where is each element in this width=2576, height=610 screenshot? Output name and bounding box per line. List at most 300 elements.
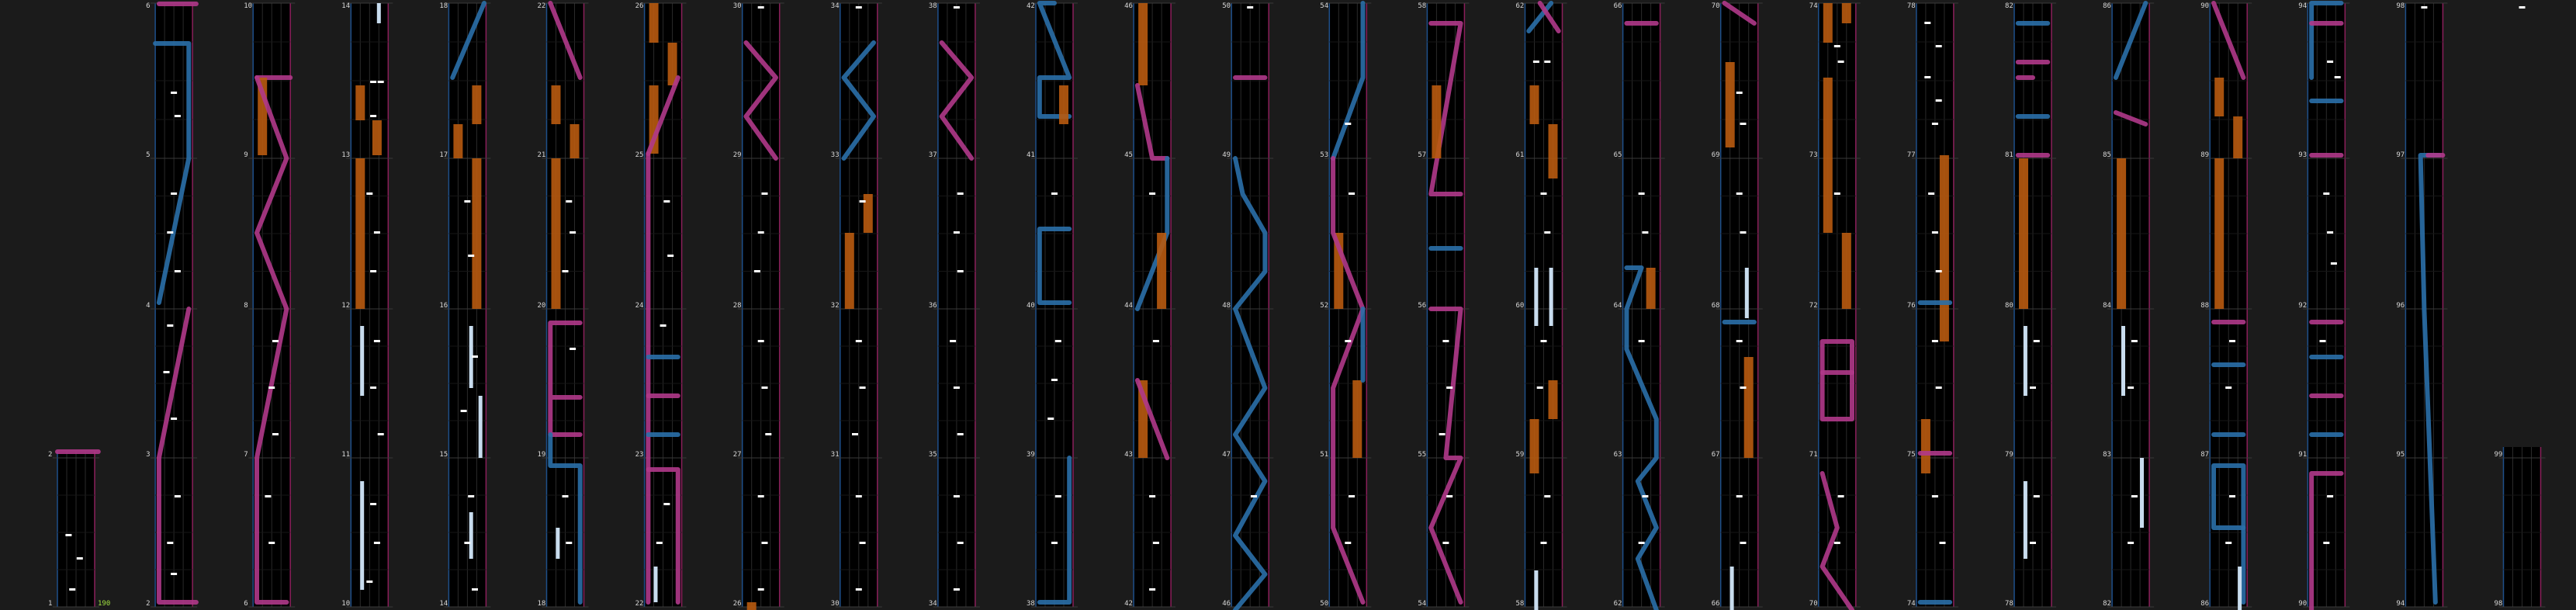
- measure-number: 90: [2200, 2, 2210, 10]
- measure-number: 56: [1418, 302, 1427, 310]
- measure-number: 67: [1711, 451, 1720, 459]
- hold-note: [1549, 124, 1558, 178]
- measure-number: 62: [1613, 600, 1622, 608]
- measure-number: 27: [732, 451, 742, 459]
- tap-note: [663, 200, 670, 203]
- bpm-label: 190: [98, 600, 111, 608]
- measure-number: 65: [1613, 151, 1622, 159]
- tap-note: [65, 534, 71, 536]
- tap-note: [2034, 340, 2040, 342]
- tap-note: [167, 324, 173, 327]
- hold-note: [1744, 357, 1754, 458]
- tap-note: [468, 495, 474, 497]
- tap-note: [754, 270, 760, 272]
- hold-note: [472, 158, 481, 309]
- tap-note: [1932, 340, 1938, 342]
- measure-number: 3: [146, 451, 151, 459]
- tap-note: [1345, 542, 1351, 544]
- measure-number: 96: [2396, 302, 2405, 310]
- measure-number: 66: [1613, 2, 1622, 10]
- measure-number: 19: [537, 451, 546, 459]
- tap-note: [1051, 192, 1058, 195]
- tap-note: [1051, 379, 1058, 381]
- long-note: [654, 567, 658, 602]
- tap-note: [468, 255, 474, 257]
- measure-number: 22: [635, 600, 644, 608]
- tap-note: [566, 200, 572, 203]
- measure-number: 16: [439, 302, 448, 310]
- measure-number: 20: [537, 302, 546, 310]
- measure-number: 39: [1027, 451, 1035, 459]
- hold-note: [2214, 158, 2224, 309]
- measure-number: 94: [2298, 2, 2308, 10]
- tap-note: [1736, 192, 1743, 195]
- tap-note: [2225, 386, 2231, 389]
- tap-note: [1153, 542, 1159, 544]
- tap-note: [2519, 6, 2526, 9]
- tap-note: [1932, 495, 1938, 497]
- tap-note: [1439, 433, 1446, 435]
- measure-number: 34: [830, 2, 840, 10]
- measure-number: 7: [244, 451, 248, 459]
- hold-note: [1549, 380, 1558, 419]
- measure-number: 90: [2298, 600, 2308, 608]
- long-note: [1534, 268, 1538, 326]
- measure-number: 2: [146, 600, 151, 608]
- hold-note: [2233, 116, 2242, 158]
- long-note: [1730, 567, 1734, 610]
- measure-number: 30: [830, 600, 840, 608]
- tap-note: [860, 200, 866, 203]
- measure-number: 76: [1906, 302, 1916, 310]
- hold-note: [472, 85, 481, 124]
- tap-note: [1936, 45, 1942, 47]
- measure-number: 4: [146, 302, 151, 310]
- tap-note: [1936, 386, 1942, 389]
- measure-number: 42: [1027, 2, 1035, 10]
- tap-note: [758, 231, 764, 234]
- long-note: [556, 528, 559, 559]
- hold-note: [1823, 78, 1833, 233]
- long-note: [2024, 481, 2027, 559]
- tap-note: [2225, 542, 2231, 544]
- tap-note: [758, 6, 764, 9]
- measure-number: 30: [732, 2, 742, 10]
- hold-note: [1530, 85, 1539, 124]
- tap-note: [378, 81, 384, 83]
- tap-note: [167, 231, 173, 234]
- hold-note: [1726, 62, 1735, 147]
- measure-number: 64: [1613, 302, 1622, 310]
- tap-note: [175, 495, 181, 497]
- long-note: [2024, 326, 2027, 396]
- tap-note: [2327, 231, 2333, 234]
- tap-note: [2229, 340, 2235, 342]
- measure-number: 91: [2298, 451, 2308, 459]
- tap-note: [1544, 231, 1550, 234]
- tap-note: [378, 433, 384, 435]
- tap-note: [856, 6, 862, 9]
- hold-note: [845, 233, 854, 309]
- measure-number: 41: [1027, 151, 1035, 159]
- tap-note: [164, 371, 170, 373]
- measure-number: 46: [1222, 600, 1231, 608]
- measure-number: 82: [2005, 2, 2013, 10]
- tap-note: [2128, 386, 2134, 389]
- tap-note: [2229, 495, 2235, 497]
- measure-number: 99: [2494, 451, 2503, 459]
- tap-note: [860, 386, 866, 389]
- measure-number: 24: [635, 302, 644, 310]
- hold-note: [552, 85, 561, 124]
- tap-note: [366, 581, 372, 583]
- tap-note: [762, 386, 768, 389]
- measure-number: 43: [1124, 451, 1133, 459]
- measure-number: 60: [1515, 302, 1525, 310]
- tap-note: [758, 340, 764, 342]
- measure-number: 38: [1027, 600, 1035, 608]
- hold-note: [1823, 3, 1833, 43]
- tap-note: [765, 433, 771, 435]
- measure-number: 63: [1613, 451, 1622, 459]
- measure-number: 37: [928, 151, 937, 159]
- tap-note: [272, 433, 279, 435]
- measure-number: 10: [244, 2, 253, 10]
- tap-note: [1349, 192, 1355, 195]
- measure-number: 86: [2200, 600, 2210, 608]
- tap-note: [366, 192, 372, 195]
- tap-note: [950, 340, 956, 342]
- tap-note: [1544, 61, 1550, 63]
- measure-number: 6: [146, 2, 151, 10]
- measure-number: 33: [830, 151, 840, 159]
- measure-number: 12: [341, 302, 351, 310]
- measure-number: 88: [2200, 302, 2210, 310]
- tap-note: [1642, 495, 1648, 497]
- hold-note: [355, 85, 365, 120]
- tap-note: [2323, 542, 2329, 544]
- hold-note: [2214, 78, 2224, 116]
- tap-note: [856, 588, 862, 591]
- hold-note: [2117, 158, 2126, 309]
- measure-number: 14: [341, 2, 351, 10]
- measure-number: 51: [1320, 451, 1329, 459]
- measure-number: 11: [341, 451, 351, 459]
- measure-number: 85: [2103, 151, 2111, 159]
- tap-note: [2320, 340, 2326, 342]
- hold-note: [1842, 233, 1851, 309]
- tap-note: [660, 324, 667, 327]
- measure-number: 66: [1711, 600, 1720, 608]
- tap-note: [1537, 386, 1543, 389]
- tap-note: [762, 192, 768, 195]
- measure-number: 13: [341, 151, 351, 159]
- measure-number: 35: [928, 451, 937, 459]
- tap-note: [370, 503, 376, 505]
- measure-number: 1: [48, 600, 53, 608]
- measure-number: 70: [1809, 600, 1818, 608]
- measure-number: 34: [928, 600, 937, 608]
- tap-note: [2327, 495, 2333, 497]
- tap-note: [1834, 542, 1840, 544]
- measure-number: 78: [1906, 2, 1916, 10]
- tap-note: [1932, 231, 1938, 234]
- measure-number: 84: [2103, 302, 2111, 310]
- measure-number: 82: [2103, 600, 2111, 608]
- measure-number: 68: [1711, 302, 1720, 310]
- measure-number: 95: [2396, 451, 2405, 459]
- tap-note: [1149, 588, 1155, 591]
- tap-note: [856, 340, 862, 342]
- tap-note: [374, 542, 380, 544]
- measure-number: 26: [732, 600, 742, 608]
- tap-note: [374, 340, 380, 342]
- tap-note: [566, 542, 572, 544]
- tap-note: [563, 270, 569, 272]
- long-note: [2238, 567, 2242, 610]
- tap-note: [2128, 542, 2134, 544]
- hold-note: [1432, 85, 1441, 158]
- tap-note: [1740, 231, 1747, 234]
- tap-note: [1736, 340, 1743, 342]
- hold-note: [355, 158, 365, 309]
- tap-note: [69, 588, 75, 591]
- measure-number: 48: [1222, 302, 1231, 310]
- hold-note: [1157, 233, 1166, 309]
- tap-note: [1740, 123, 1747, 125]
- tap-note: [1442, 340, 1449, 342]
- measure-number: 62: [1515, 2, 1525, 10]
- tap-note: [570, 231, 576, 234]
- measure-number: 15: [439, 451, 448, 459]
- measure-number: 79: [2005, 451, 2013, 459]
- tap-note: [272, 340, 279, 342]
- tap-note: [1345, 123, 1351, 125]
- tap-note: [762, 542, 768, 544]
- tap-note: [856, 495, 862, 497]
- tap-note: [954, 588, 960, 591]
- hold-note: [747, 602, 757, 610]
- tap-note: [663, 503, 670, 505]
- measure-number: 80: [2005, 302, 2013, 310]
- measure-number: 25: [635, 151, 644, 159]
- tap-note: [370, 386, 376, 389]
- measure-number: 70: [1711, 2, 1720, 10]
- tap-note: [374, 231, 380, 234]
- measure-number: 50: [1222, 2, 1231, 10]
- measure-number: 38: [928, 2, 937, 10]
- measure-number: 18: [439, 2, 448, 10]
- tap-note: [758, 495, 764, 497]
- hold-note: [1940, 155, 1949, 341]
- hold-note: [2019, 158, 2028, 309]
- tap-note: [1349, 495, 1355, 497]
- measure-number: 40: [1027, 302, 1035, 310]
- hold-note: [453, 124, 462, 158]
- tap-note: [1153, 340, 1159, 342]
- tap-note: [1541, 192, 1547, 195]
- tap-note: [1541, 340, 1547, 342]
- hold-note: [1842, 3, 1851, 23]
- tap-note: [2327, 61, 2333, 63]
- measure-number: 8: [244, 302, 248, 310]
- tap-note: [758, 588, 764, 591]
- measure-number: 10: [341, 600, 351, 608]
- hold-note: [1059, 85, 1068, 124]
- measure-number: 71: [1809, 451, 1818, 459]
- tap-note: [570, 348, 576, 350]
- long-note: [2140, 458, 2144, 528]
- tap-note: [1446, 495, 1452, 497]
- measure-number: 53: [1320, 151, 1329, 159]
- hold-note: [1646, 268, 1656, 309]
- tap-note: [1936, 99, 1942, 102]
- measure-number: 94: [2396, 600, 2405, 608]
- tap-note: [171, 418, 177, 420]
- tap-note: [2323, 192, 2329, 195]
- tap-note: [1533, 61, 1539, 63]
- hold-note: [1138, 3, 1148, 85]
- measure-number: 2: [48, 451, 53, 459]
- measure-number: 58: [1515, 600, 1525, 608]
- tap-note: [171, 573, 177, 575]
- tap-note: [1446, 386, 1452, 389]
- measure-number: 72: [1809, 302, 1818, 310]
- tap-note: [1639, 192, 1645, 195]
- long-note: [360, 326, 364, 396]
- tap-note: [167, 542, 173, 544]
- tap-note: [1247, 6, 1253, 9]
- measure-number: 92: [2298, 302, 2308, 310]
- tap-note: [472, 588, 478, 591]
- measure-number: 81: [2005, 151, 2013, 159]
- measure-number: 86: [2103, 2, 2111, 10]
- measure-number: 32: [830, 302, 840, 310]
- measure-number: 9: [244, 151, 248, 159]
- measure-number: 98: [2494, 600, 2503, 608]
- tap-note: [656, 542, 663, 544]
- hold-note: [1921, 419, 1930, 473]
- tap-note: [175, 115, 181, 117]
- tap-note: [1642, 231, 1648, 234]
- tap-note: [464, 200, 470, 203]
- long-note: [360, 481, 364, 590]
- tap-note: [171, 192, 177, 195]
- measure-number: 14: [439, 600, 448, 608]
- tap-note: [954, 6, 960, 9]
- tap-note: [954, 386, 960, 389]
- tap-note: [1940, 542, 1946, 544]
- tap-note: [1639, 542, 1645, 544]
- measure-number: 74: [1809, 2, 1818, 10]
- tap-note: [957, 192, 964, 195]
- tap-note: [1047, 418, 1054, 420]
- tap-note: [852, 433, 858, 435]
- tap-note: [461, 410, 467, 412]
- measure-number: 17: [439, 151, 448, 159]
- hold-note: [552, 158, 561, 309]
- long-note: [1549, 268, 1553, 326]
- long-note: [1745, 268, 1749, 318]
- tap-note: [77, 557, 83, 560]
- measure-number: 42: [1124, 600, 1133, 608]
- tap-note: [2331, 262, 2337, 265]
- tap-note: [268, 386, 275, 389]
- tap-note: [1740, 542, 1747, 544]
- measure-number: 87: [2200, 451, 2210, 459]
- tap-note: [370, 270, 376, 272]
- tap-note: [265, 495, 271, 497]
- hold-note: [649, 3, 659, 43]
- tap-note: [472, 355, 478, 358]
- tap-note: [1055, 340, 1061, 342]
- tap-note: [1544, 495, 1550, 497]
- measure-number: 57: [1418, 151, 1427, 159]
- measure-number: 55: [1418, 451, 1427, 459]
- measure-number: 49: [1222, 151, 1231, 159]
- measure-number: 58: [1418, 2, 1427, 10]
- tap-note: [957, 433, 964, 435]
- tap-note: [1149, 192, 1155, 195]
- tap-note: [1838, 495, 1844, 497]
- measure-number: 21: [537, 151, 546, 159]
- measure-number: 52: [1320, 302, 1329, 310]
- measure-number: 36: [928, 302, 937, 310]
- hold-note: [1530, 419, 1539, 473]
- tap-note: [1736, 92, 1743, 94]
- measure-number: 47: [1222, 451, 1231, 459]
- tap-note: [1442, 542, 1449, 544]
- tap-note: [957, 542, 964, 544]
- measure-number: 45: [1124, 151, 1133, 159]
- tap-note: [1736, 495, 1743, 497]
- tap-note: [1838, 61, 1844, 63]
- tap-note: [171, 92, 177, 94]
- hold-note: [864, 194, 873, 233]
- tap-note: [175, 270, 181, 272]
- measure-number: 69: [1711, 151, 1720, 159]
- tap-note: [1055, 495, 1061, 497]
- tap-note: [1834, 45, 1840, 47]
- measure-number: 26: [635, 2, 644, 10]
- long-note: [469, 512, 473, 559]
- tap-note: [1932, 123, 1938, 125]
- tap-note: [370, 115, 376, 117]
- measure-number: 29: [732, 151, 742, 159]
- tap-note: [1936, 270, 1942, 272]
- tap-note: [860, 542, 866, 544]
- measure-number: 31: [830, 451, 840, 459]
- tap-note: [2131, 495, 2138, 497]
- tap-note: [2131, 340, 2138, 342]
- measure-number: 89: [2200, 151, 2210, 159]
- measure-number: 54: [1418, 600, 1427, 608]
- measure-number: 97: [2396, 151, 2405, 159]
- tap-note: [1251, 495, 1257, 497]
- hold-note: [1352, 380, 1362, 458]
- tap-note: [464, 542, 470, 544]
- tap-note: [1541, 542, 1547, 544]
- measure-number: 77: [1906, 151, 1916, 159]
- measure-number: 74: [1906, 600, 1916, 608]
- tap-note: [2030, 542, 2036, 544]
- measure-number: 46: [1124, 2, 1133, 10]
- tap-note: [954, 495, 960, 497]
- long-note: [1534, 570, 1538, 610]
- measure-number: 54: [1320, 2, 1329, 10]
- measure-number: 5: [146, 151, 151, 159]
- measure-number: 93: [2298, 151, 2308, 159]
